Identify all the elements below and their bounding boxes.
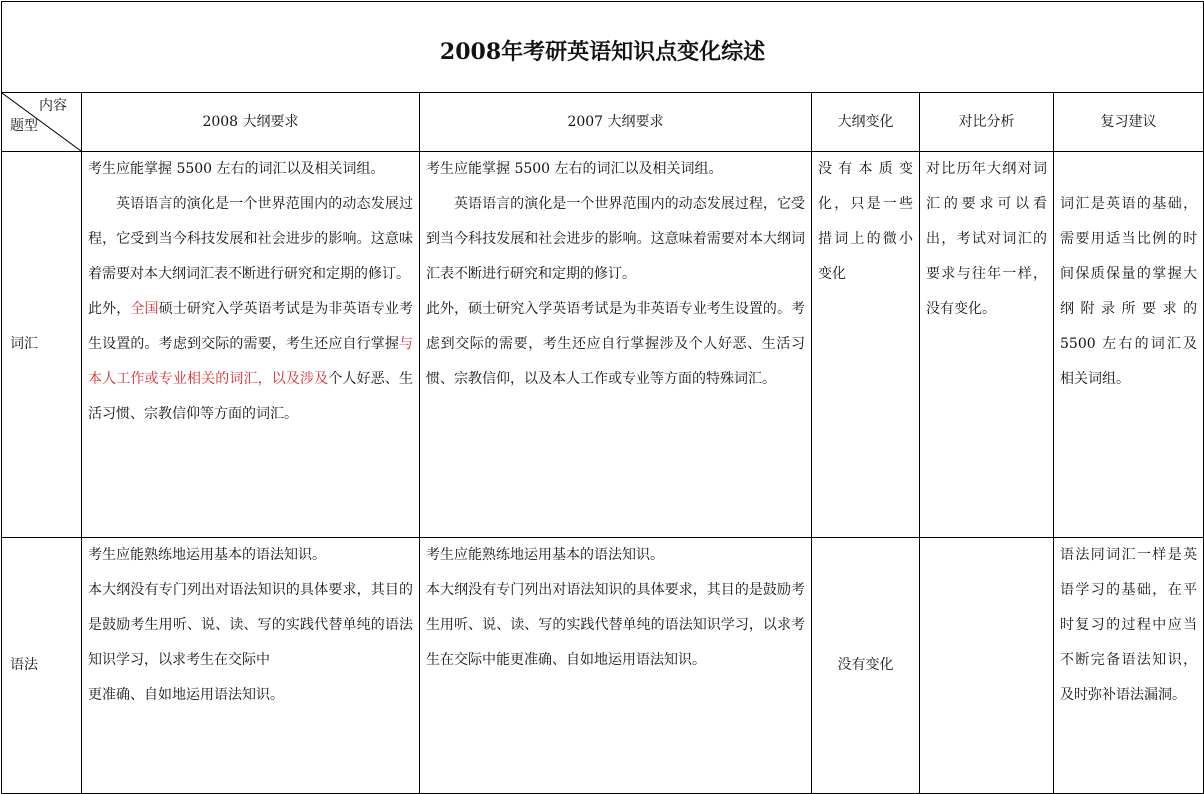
- vocab-2008-highlight-national: 全国: [130, 301, 159, 317]
- page-title: 2008年考研英语知识点变化综述: [2, 2, 1204, 93]
- vocab-2008-para-1: 考生应能掌握 5500 左右的词汇以及相关词组。: [88, 161, 385, 177]
- vocabulary-2008-requirement: [82, 152, 420, 538]
- header-syllabus-change: 大纲变化: [812, 93, 920, 152]
- vocab-2008-para-3: [88, 292, 413, 432]
- header-2008-requirements: 2008 大纲要求: [82, 93, 420, 152]
- vocabulary-advice: 词汇是英语的基础，需要用适当比例的时间保质保量的掌握大纲附录所要求的 5500 左右的词汇及相关词组。: [1054, 152, 1204, 538]
- grammar-2007-para-1: 考生应能熟练地运用基本的语法知识。: [426, 547, 664, 563]
- vocab-2008-para-2: 英语语言的演化是一个世界范围内的动态发展过程，它受到当今科技发展和社会进步的影响。这意味着需要对本大纲词汇表不断进行研究和定期的修订。: [88, 196, 413, 282]
- vocab-2007-para-1: 考生应能掌握 5500 左右的词汇以及相关词组。: [426, 161, 723, 177]
- row-label-vocabulary: 词汇: [2, 152, 82, 538]
- row-label-grammar: 语法: [2, 538, 82, 794]
- vocab-2008-para-3-end: 个人好恶、生活习惯、宗教信仰等方面的词汇。: [88, 371, 414, 422]
- vocabulary-2007-requirement: [420, 152, 812, 538]
- vocabulary-change: 没有本质变化，只是一些措词上的微小变化: [812, 152, 920, 538]
- vocab-2007-para-2: 英语语言的演化是一个世界范围内的动态发展过程，它受到当今科技发展和社会进步的影响。这意味着需要对本大纲词汇表不断进行研究和定期的修订。: [426, 196, 805, 282]
- title-row: [2, 2, 1204, 93]
- grammar-2008-para-1: 考生应能熟练地运用基本的语法知识。: [88, 547, 326, 563]
- vocab-2008-para-3-mid: 硕士研究入学英语考试是为非英语专业考生设置的。考虑到交际的需要，考生还应自行掌握: [88, 301, 414, 352]
- grammar-2008-requirement: [82, 538, 420, 794]
- grammar-2008-para-2: 本大纲没有专门列出对语法知识的具体要求，其目的是鼓励考生用听、说、读、写的实践代替单纯的语法知识学习，以求考生在交际中: [88, 582, 413, 668]
- grammar-2007-requirement: [420, 538, 812, 794]
- grammar-analysis: [920, 538, 1054, 794]
- vocab-2008-para-3-start: 此外，: [88, 301, 131, 317]
- header-review-advice: 复习建议: [1054, 93, 1204, 152]
- grammar-change: 没有变化: [812, 538, 920, 794]
- header-type-label: 题型: [10, 118, 38, 134]
- grammar-2007-para-2: 本大纲没有专门列出对语法知识的具体要求，其目的是鼓励考生用听、说、读、写的实践代替单纯的语法知识学习，以求考生在交际中能更准确、自如地运用语法知识。: [426, 582, 805, 668]
- header-2007-requirements: 2007 大纲要求: [420, 93, 812, 152]
- syllabus-comparison-table: [1, 1, 1204, 794]
- header-row: [2, 93, 1204, 152]
- vocab-2008-highlight-work-vocab: 与本人工作或专业相关的词汇，以及涉及: [88, 336, 413, 387]
- vocabulary-analysis: 对比历年大纲对词汇的要求可以看出，考试对词汇的要求与往年一样，没有变化。: [920, 152, 1054, 538]
- vocab-2007-para-3: 此外，硕士研究入学英语考试是为非英语专业考生设置的。考虑到交际的需要，考生还应自行掌握涉及个人好恶、生活习惯、宗教信仰，以及本人工作或专业等方面的特殊词汇。: [426, 301, 805, 387]
- grammar-advice: 语法同词汇一样是英语学习的基础，在平时复习的过程中应当不断完备语法知识，及时弥补语法漏洞。: [1054, 538, 1204, 794]
- table-row-vocabulary: [2, 152, 1204, 538]
- header-content-label: 内容: [39, 98, 67, 114]
- header-comparison-analysis: 对比分析: [920, 93, 1054, 152]
- grammar-2008-para-3: 更准确、自如地运用语法知识。: [88, 687, 284, 703]
- diagonal-header-cell: [2, 93, 82, 152]
- table-row-grammar: [2, 538, 1204, 794]
